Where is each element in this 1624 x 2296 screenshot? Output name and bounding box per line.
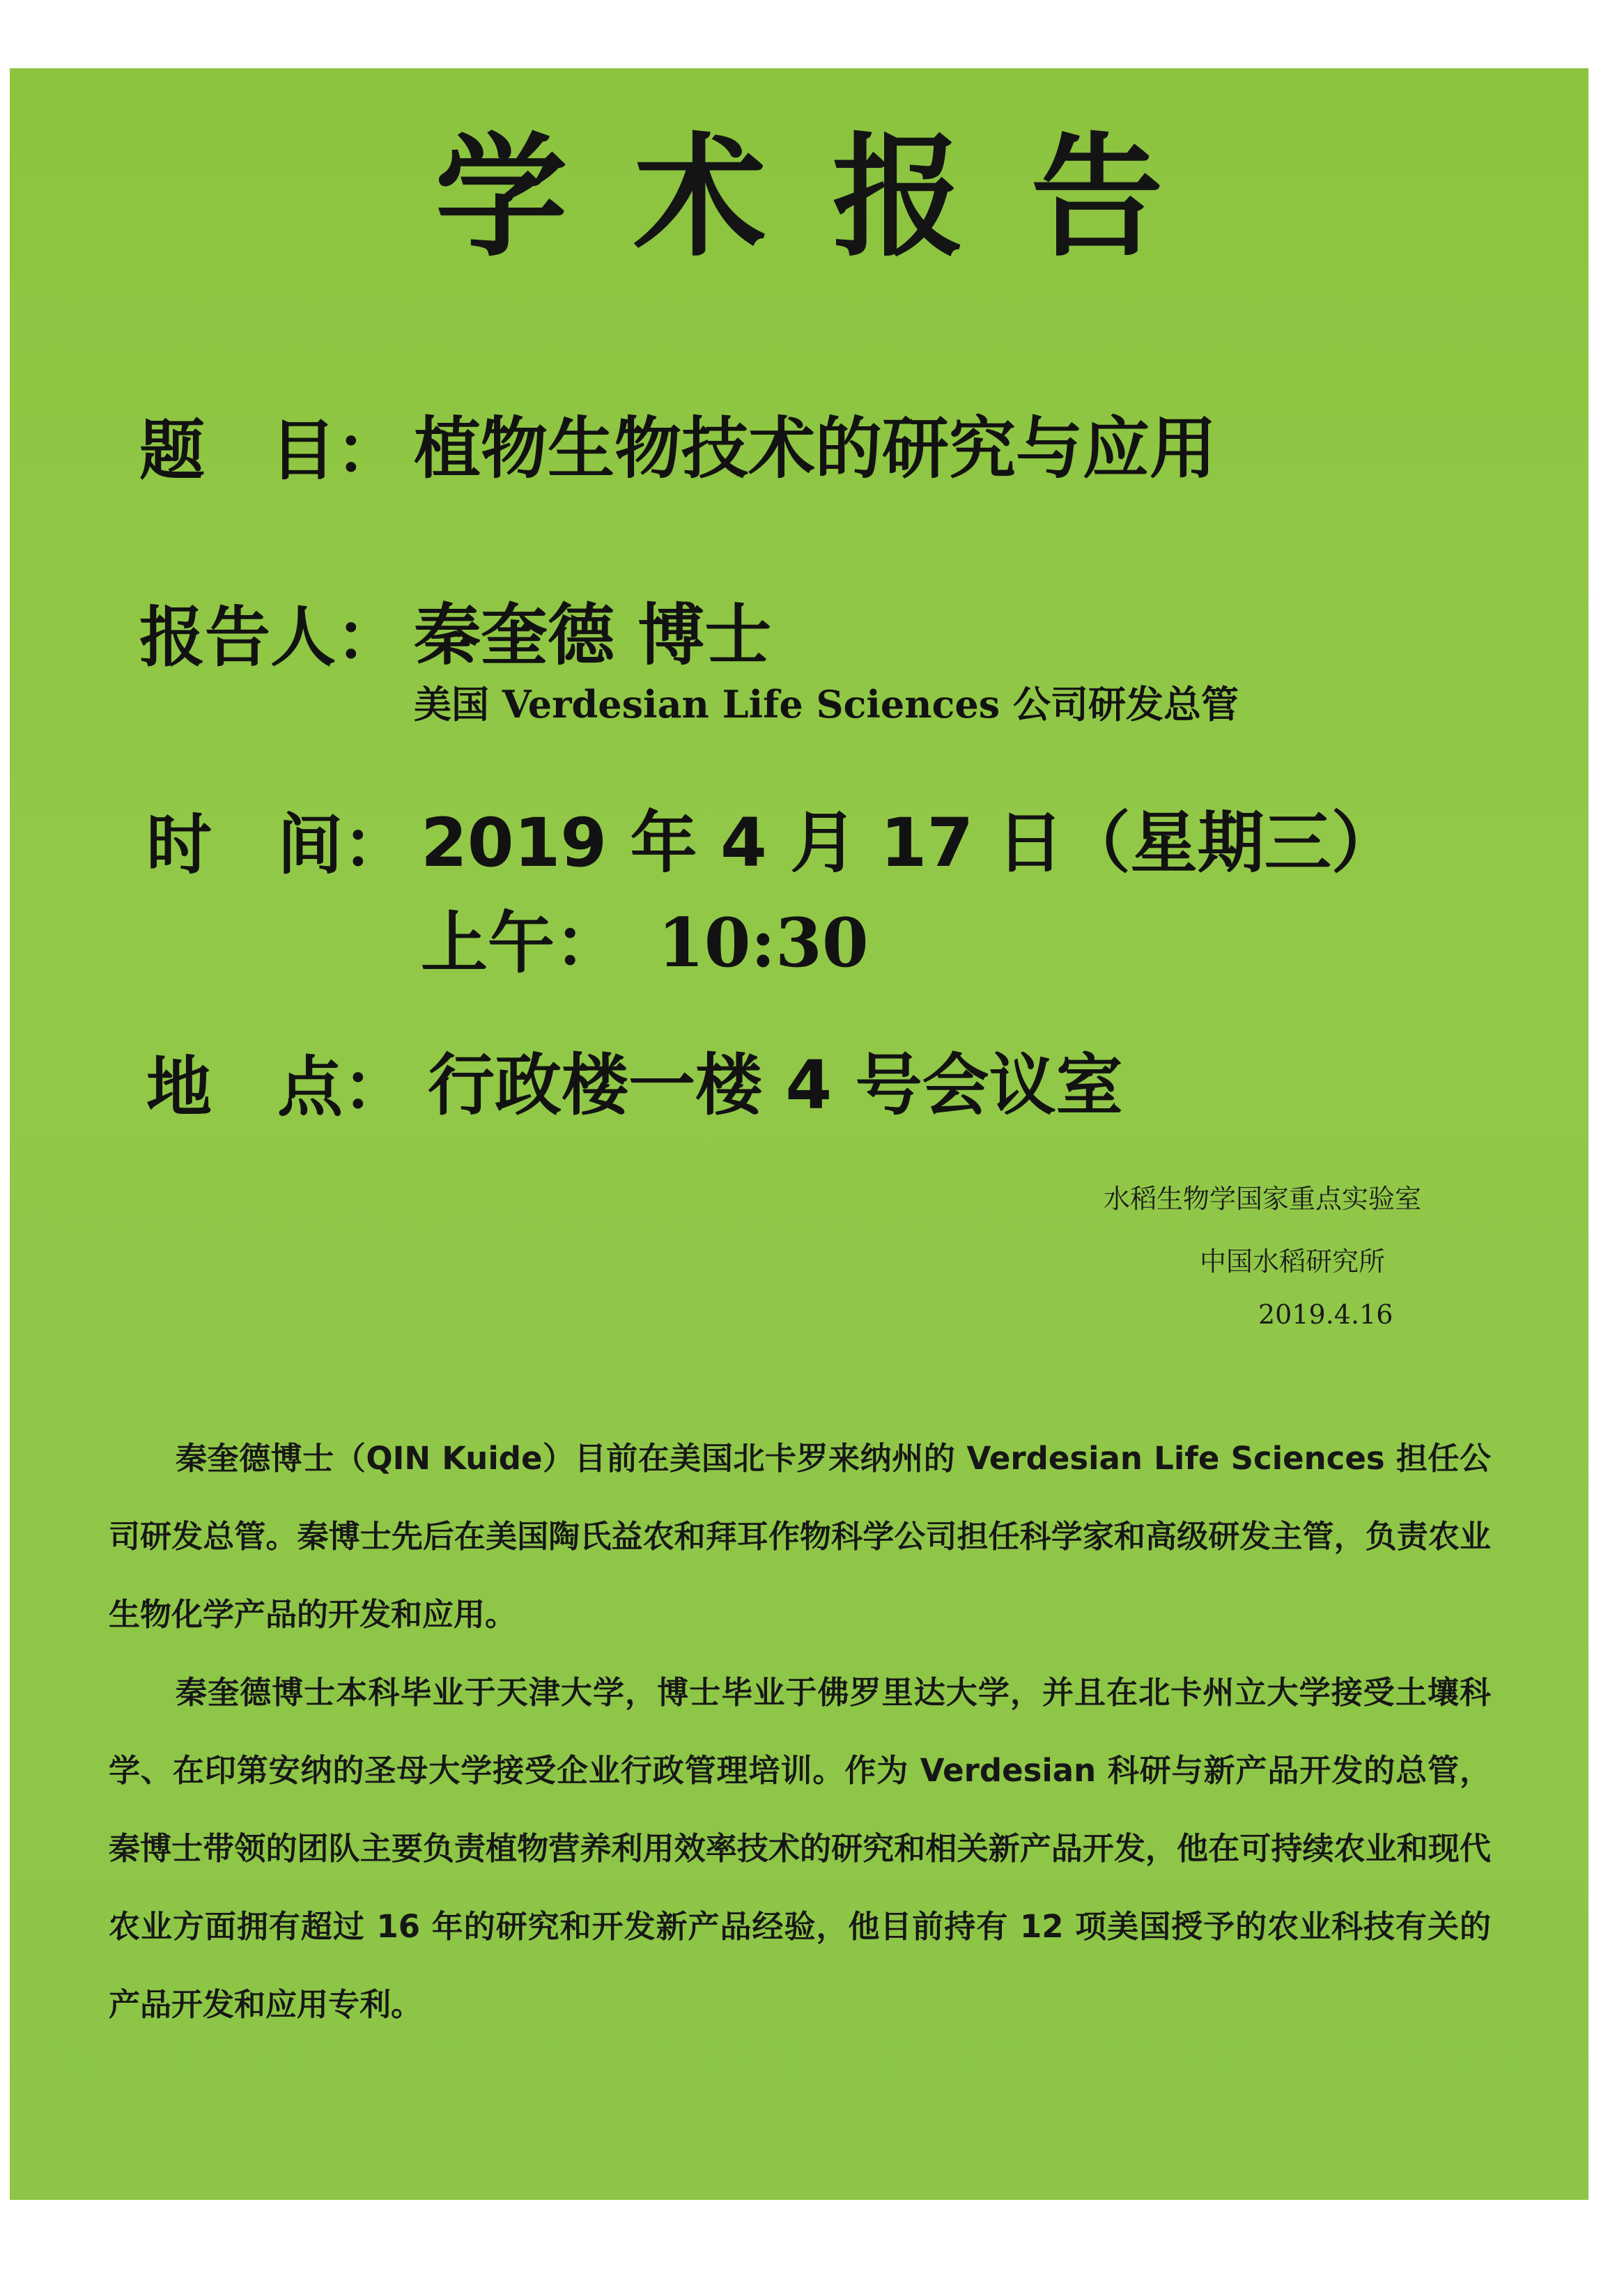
organizer-date: 2019.4.16: [1258, 1299, 1393, 1330]
topic-value: 植物生物技术的研究与应用: [414, 410, 1216, 488]
bio-paragraph-2: 秦奎德博士本科毕业于天津大学，博士毕业于佛罗里达大学，并且在北卡州立大学接受土壤科学、在印第安纳的圣母大学接受企业行政管理培训。作为 Verdesian 科研与新产品开发的总管，秦博士带领的团队主要负责植物营养利用效率技术的研究和相关新产品开发，他在可持续农业和现代农业方面拥有超过 16 年的研究和开发新产品经验，他目前持有 12 项美国授予的农业科技有关的产品开发和应用专利。: [109, 1674, 1491, 2023]
poster-title: 学术报告: [435, 119, 1230, 274]
topic-label: 题 目：: [139, 412, 402, 489]
place-value: 行政楼一楼 4 号会议室: [428, 1046, 1123, 1124]
speaker-name: 秦奎德 博士: [414, 596, 772, 674]
place-label: 地 点：: [146, 1049, 409, 1126]
time-session: 上午：: [421, 904, 621, 982]
organizer-lab: 水稻生物学国家重点实验室: [1104, 1184, 1422, 1214]
bio-text: [109, 1420, 1491, 2044]
time-date: 2019 年 4 月 17 日（星期三）: [421, 804, 1398, 882]
time-clock: 10:30: [658, 903, 869, 982]
organizer-institute: 中国水稻研究所: [1200, 1246, 1386, 1277]
speaker-label: 报告人：: [139, 599, 402, 676]
poster: [10, 68, 1588, 2200]
time-label: 时 间：: [146, 807, 409, 883]
bio-paragraph-1: 秦奎德博士（QIN Kuide）目前在美国北卡罗来纳州的 Verdesian Life Sciences 担任公司研发总管。秦博士先后在美国陶氏益农和拜耳作物科学公司担任科学家和高级研发主管，负责农业生物化学产品的开发和应用。: [109, 1440, 1491, 1633]
speaker-affiliation: 美国 Verdesian Life Sciences 公司研发总管: [414, 682, 1239, 727]
